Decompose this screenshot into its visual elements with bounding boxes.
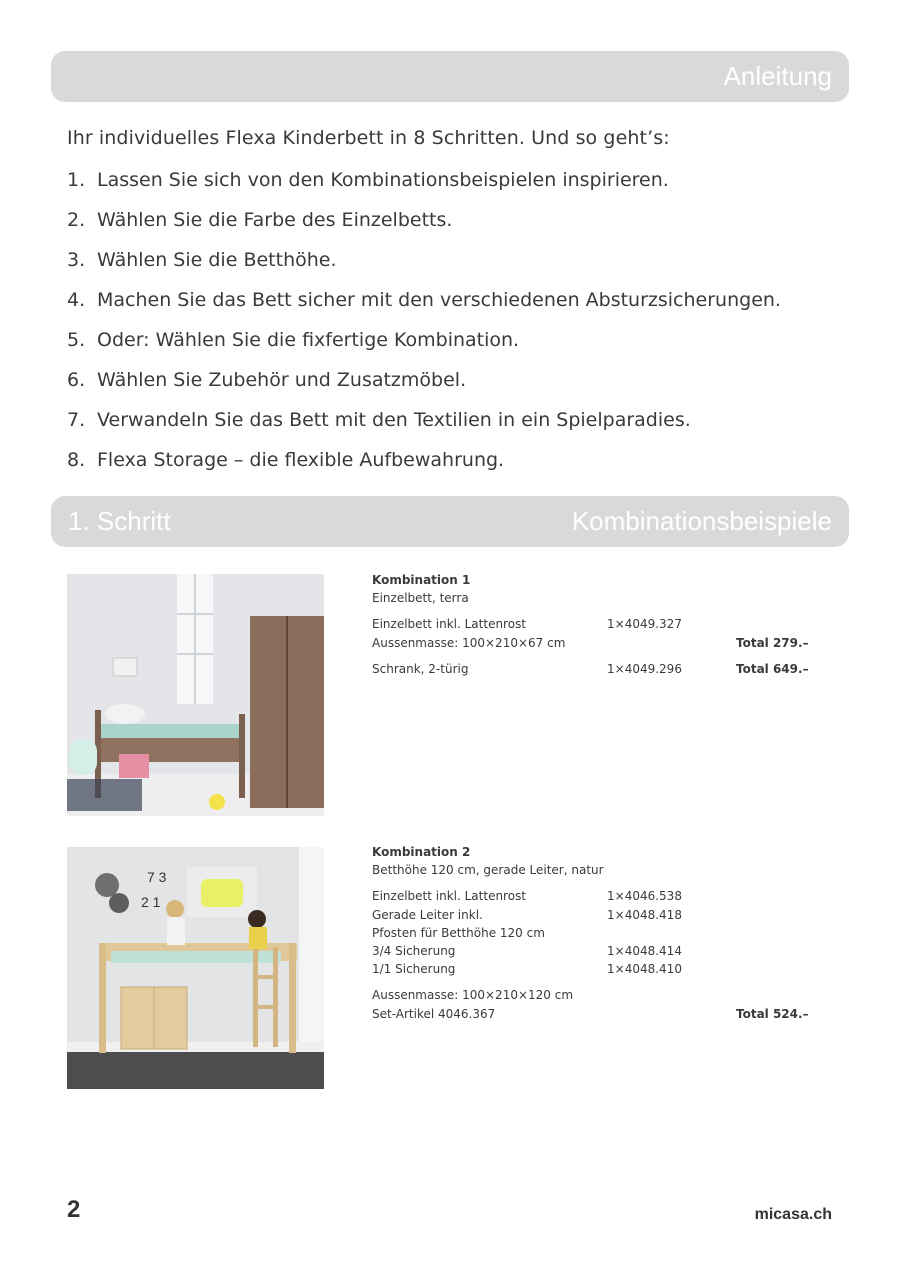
list-item: 2. Wählen Sie die Farbe des Einzelbetts.	[67, 209, 453, 231]
table-row: Aussenmasse: 100×210×120 cm	[372, 988, 574, 1003]
kombination-1-details	[372, 571, 812, 678]
kombination-2-details	[372, 843, 812, 1023]
list-item: 8. Flexa Storage – die flexible Aufbewahrung.	[67, 449, 505, 471]
table-row: Pfosten für Betthöhe 120 cm	[372, 925, 545, 940]
site-link[interactable]: micasa.ch	[754, 1206, 832, 1223]
table-row: Schrank, 2-türig 1×4049.296 Total 649.–	[372, 660, 812, 678]
kombination-subtitle: Betthöhe 120 cm, gerade Leiter, natur	[372, 863, 604, 878]
section-banner	[51, 496, 849, 547]
product-photo-kombination-1	[67, 574, 324, 816]
table-row: Einzelbett inkl. Lattenrost 1×4049.327	[372, 617, 682, 632]
svg-text:7 3: 7 3	[147, 869, 167, 885]
header-banner	[51, 51, 849, 102]
table-row: 1/1 Sicherung 1×4048.410	[372, 962, 682, 977]
header-title: Anleitung	[723, 61, 832, 91]
list-item: 7. Verwandeln Sie das Bett mit den Textilien in ein Spielparadies.	[67, 409, 691, 431]
table-row: Einzelbett inkl. Lattenrost 1×4046.538	[372, 889, 682, 904]
product-photo-kombination-2	[67, 847, 324, 1089]
kombination-title: Kombination 1	[372, 573, 471, 587]
table-row: 3/4 Sicherung 1×4048.414	[372, 943, 682, 958]
list-item: 6. Wählen Sie Zubehör und Zusatzmöbel.	[67, 369, 467, 391]
intro-text: Ihr individuelles Flexa Kinderbett in 8 Schritten. Und so geht’s:	[67, 127, 670, 149]
section-step: 1. Schritt	[68, 506, 171, 536]
svg-text:2 1: 2 1	[141, 894, 161, 910]
table-row: Aussenmasse: 100×210×67 cm Total 279.–	[372, 634, 812, 652]
price-total: Total 279.–	[736, 635, 809, 650]
list-item: 4. Machen Sie das Bett sicher mit den verschiedenen Absturzsicherungen.	[67, 289, 781, 311]
table-row: Gerade Leiter inkl. 1×4048.418	[372, 907, 682, 922]
page-number: 2	[67, 1196, 81, 1223]
price-total: Total 524.–	[736, 1006, 809, 1021]
table-row: Set-Artikel 4046.367 Total 524.–	[372, 1005, 812, 1023]
steps-list	[67, 168, 781, 488]
kombination-title: Kombination 2	[372, 845, 471, 859]
list-item: 1. Lassen Sie sich von den Kombinationsbeispielen inspirieren.	[67, 169, 669, 191]
price-total: Total 649.–	[736, 661, 809, 676]
section-title: Kombinationsbeispiele	[571, 506, 832, 536]
list-item: 3. Wählen Sie die Betthöhe.	[67, 249, 337, 271]
list-item: 5. Oder: Wählen Sie die fixfertige Kombination.	[67, 329, 520, 351]
kombination-subtitle: Einzelbett, terra	[372, 591, 469, 606]
